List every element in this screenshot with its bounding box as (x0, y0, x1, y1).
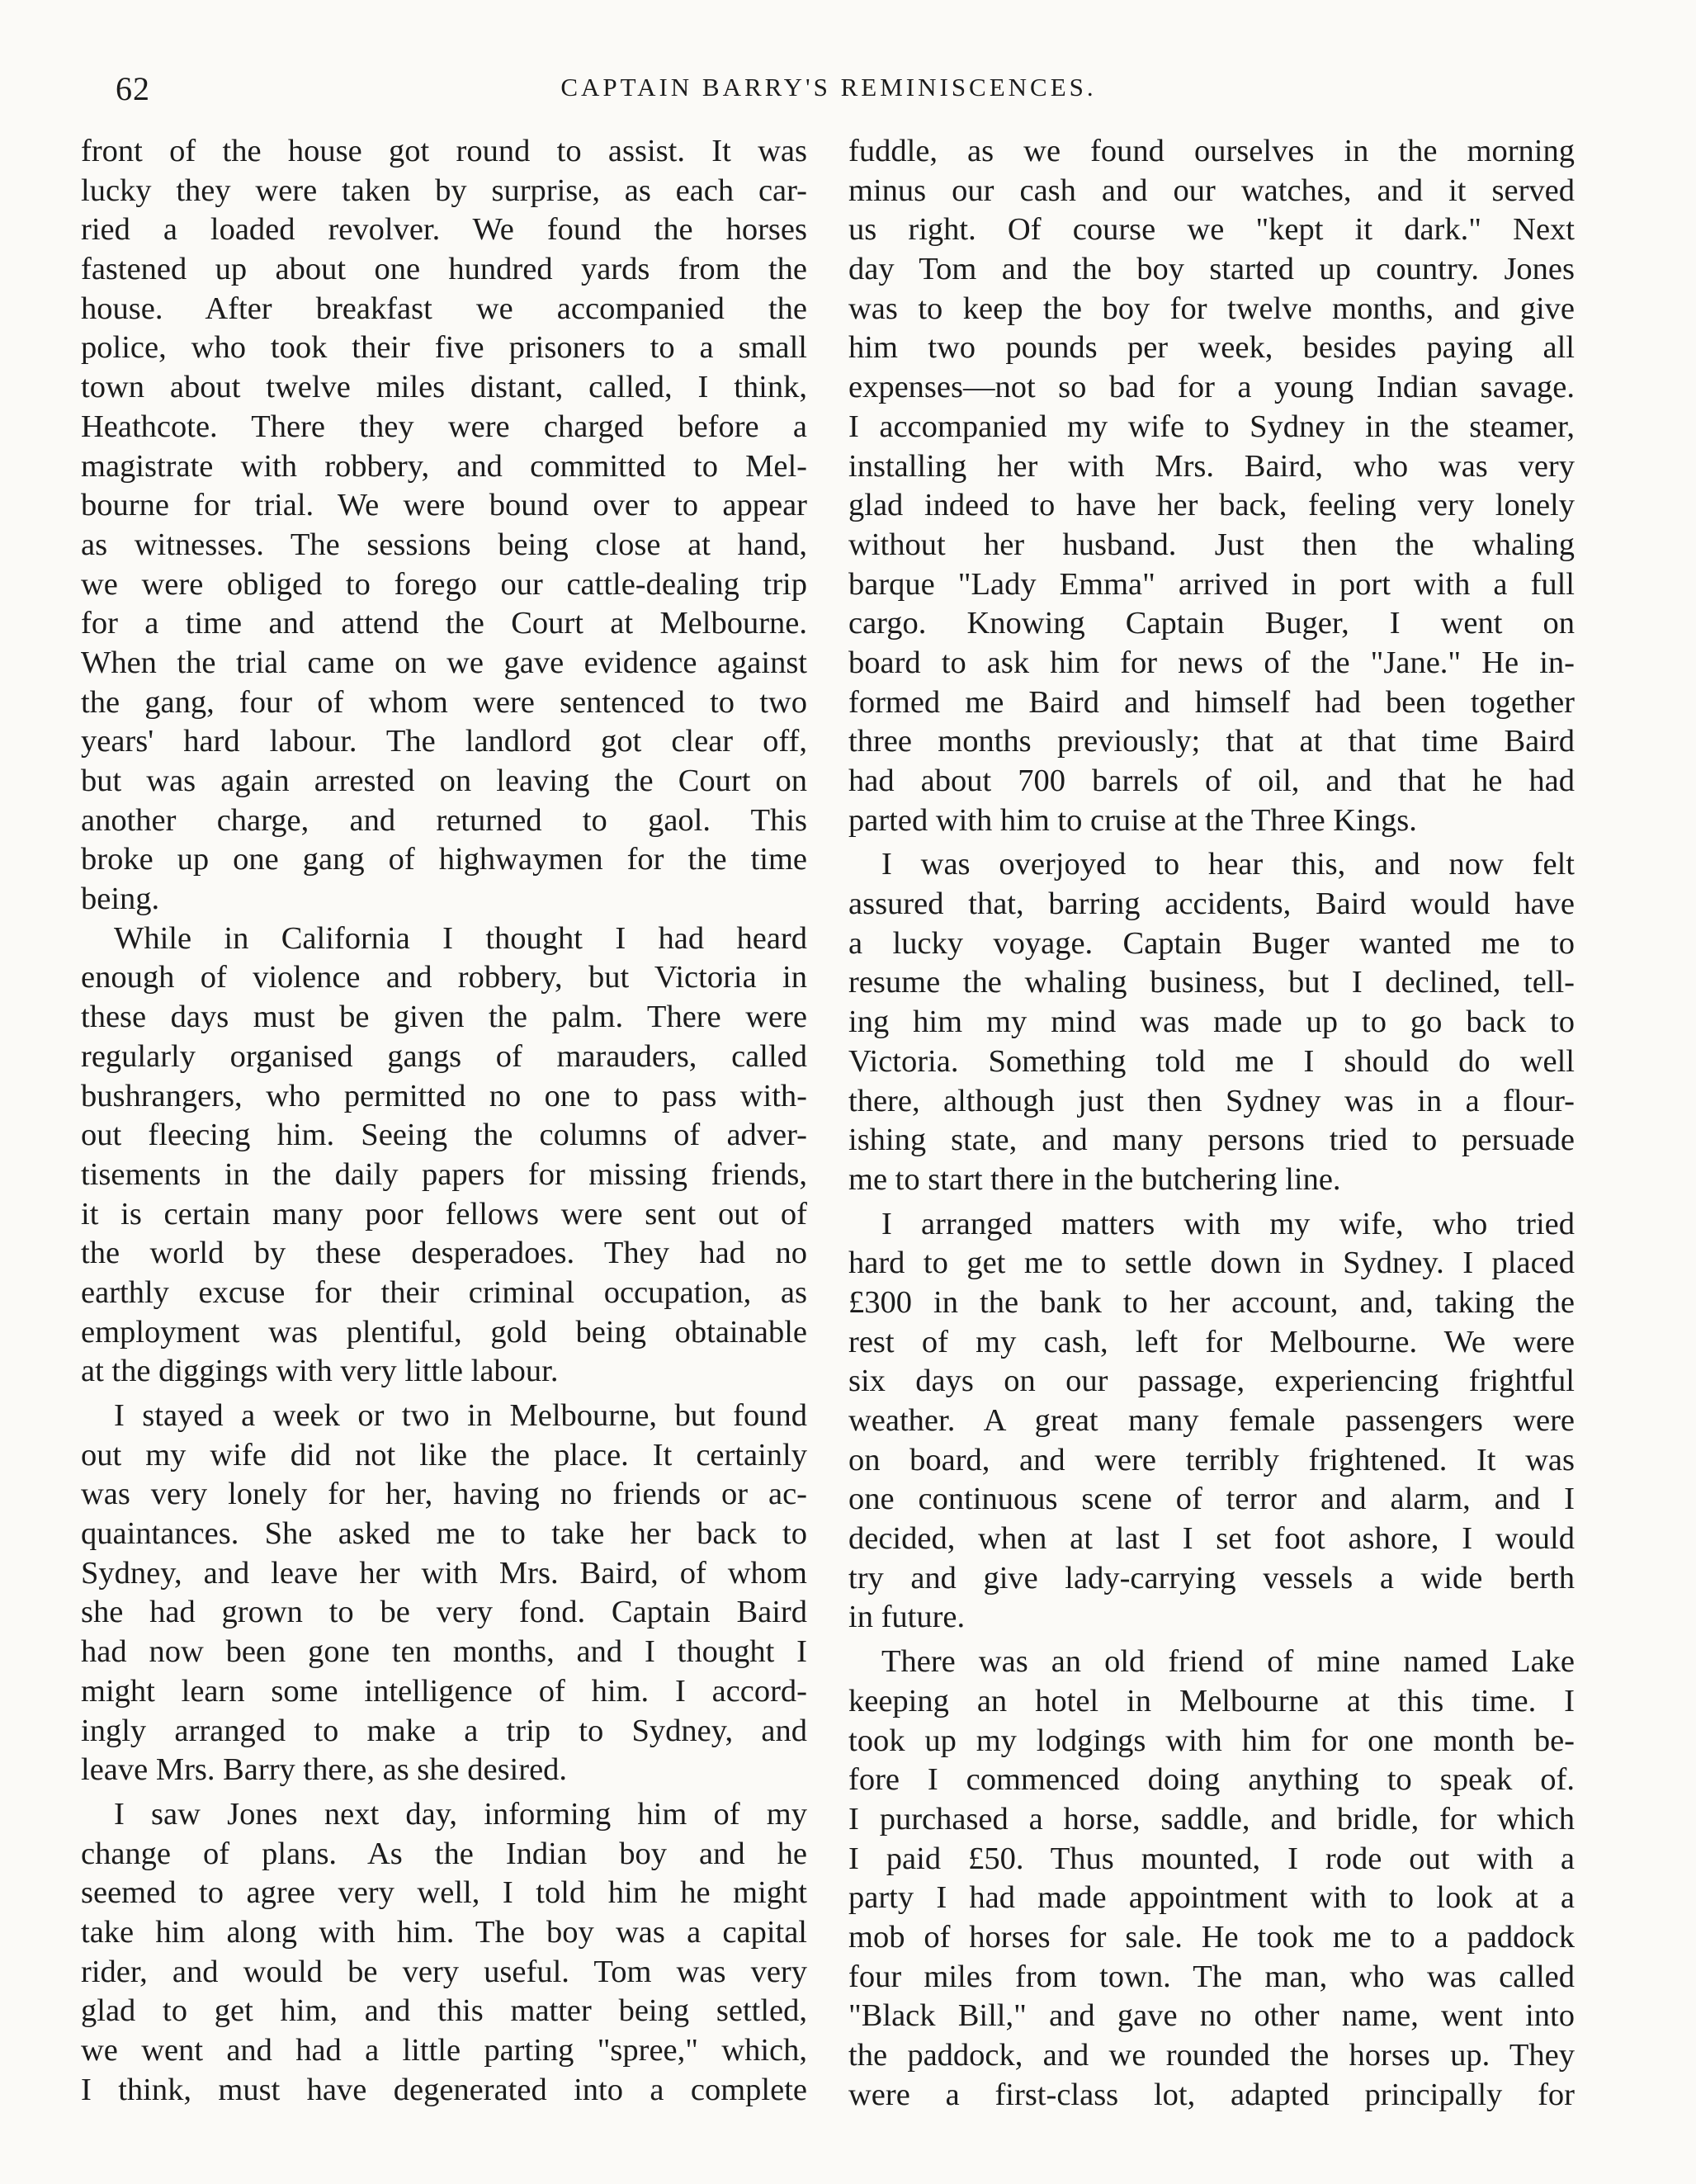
text-line: three months previously; that at that time Baird (848, 724, 1575, 759)
text-line: formed me Baird and himself had been together (848, 684, 1575, 720)
text-line: on board, and were terribly frightened. It was (848, 1442, 1575, 1477)
text-line: being. (81, 882, 160, 917)
text-line: resume the whaling business, but I declined, tell- (848, 965, 1575, 1000)
text-line: four miles from town. The man, who was called (848, 1959, 1575, 1994)
text-line: parted with him to cruise at the Three Kings. (848, 802, 1417, 838)
text-line: fuddle, as we found ourselves in the morning (848, 134, 1575, 168)
text-line: assured that, barring accidents, Baird would have (848, 886, 1575, 922)
text-line: at the diggings with very little labour. (81, 1354, 559, 1389)
text-line: party I had made appointment with to look at a (848, 1880, 1575, 1916)
text-line: ingly arranged to make a trip to Sydney, and (81, 1713, 807, 1748)
text-line: hard to get me to settle down in Sydney. I placed (848, 1246, 1575, 1281)
text-line: leave Mrs. Barry there, as she desired. (81, 1752, 568, 1788)
text-line: take him along with him. The boy was a capital (81, 1914, 807, 1950)
text-line: ing him my mind was made up to go back to (848, 1005, 1575, 1040)
text-line: There was an old friend of mine named Lake (881, 1644, 1575, 1680)
text-line: keeping an hotel in Melbourne at this time. I (848, 1683, 1575, 1718)
text-line: she had grown to be very fond. Captain Baird (81, 1595, 807, 1630)
text-line: years' hard labour. The landlord got clear off, (81, 724, 807, 759)
text-line: the paddock, and we rounded the horses up. They (848, 2038, 1575, 2073)
text-line: for a time and attend the Court at Melbourne. (81, 606, 807, 641)
text-line: installing her with Mrs. Baird, who was very (848, 448, 1575, 484)
text-line: front of the house got round to assist. It was (81, 134, 807, 168)
text-line: I arranged matters with my wife, who tried (881, 1206, 1575, 1241)
text-line: six days on our passage, experiencing frightful (848, 1364, 1575, 1399)
text-line: was very lonely for her, having no friends or ac- (81, 1477, 807, 1512)
text-line: Sydney, and leave her with Mrs. Baird, of whom (81, 1555, 807, 1591)
text-line: seemed to agree very well, I told him he might (81, 1875, 807, 1911)
text-line: tisements in the daily papers for missing friends, (81, 1156, 807, 1192)
text-line: cargo. Knowing Captain Buger, I went on (848, 606, 1575, 641)
text-line: When the trial came on we gave evidence against (81, 645, 807, 680)
text-line: glad to get him, and this matter being settled, (81, 1993, 807, 2029)
text-line: were a first-class lot, adapted principally for (848, 2077, 1575, 2112)
text-line: as witnesses. The sessions being close at hand, (81, 527, 807, 562)
text-line: me to start there in the butchering line. (848, 1161, 1341, 1197)
text-line: I paid £50. Thus mounted, I rode out with a (848, 1841, 1575, 1876)
text-line: might learn some intelligence of him. I accord- (81, 1673, 807, 1709)
text-line: fastened up about one hundred yards from the (81, 252, 807, 287)
text-line: ishing state, and many persons tried to persuade (848, 1123, 1575, 1158)
text-line: out my wife did not like the place. It certainly (81, 1437, 807, 1473)
text-line: I saw Jones next day, informing him of my (114, 1796, 807, 1832)
text-line: had about 700 barrels of oil, and that he had (848, 763, 1575, 798)
text-line: town about twelve miles distant, called, I think, (81, 370, 807, 405)
text-line: "Black Bill," and gave no other name, went into (848, 1998, 1575, 2034)
text-line: I stayed a week or two in Melbourne, but found (114, 1398, 807, 1433)
text-line: employment was plentiful, gold being obtainable (81, 1314, 807, 1350)
text-line: took up my lodgings with him for one month be- (848, 1723, 1575, 1758)
text-line: lucky they were taken by surprise, as each car- (81, 173, 807, 208)
text-line: decided, when at last I set foot ashore, I would (848, 1521, 1575, 1557)
text-line: without her husband. Just then the whaling (848, 527, 1575, 562)
text-line: these days must be given the palm. There were (81, 1000, 807, 1035)
text-line: we were obliged to forego our cattle-dealing trip (81, 566, 807, 602)
text-line: mob of horses for sale. He took me to a paddock (848, 1919, 1575, 1955)
left-column (81, 132, 807, 2138)
text-line: there, although just then Sydney was in a flour- (848, 1083, 1575, 1118)
text-line: police, who took their five prisoners to a small (81, 330, 807, 366)
right-column (848, 132, 1575, 2138)
text-line: enough of violence and robbery, but Victoria in (81, 960, 807, 995)
text-line: a lucky voyage. Captain Buger wanted me to (848, 925, 1575, 961)
text-line: rider, and would be very useful. Tom was very (81, 1954, 807, 1989)
text-line: board to ask him for news of the "Jane." He in- (848, 645, 1575, 680)
text-line: try and give lady-carrying vessels a wide berth (848, 1560, 1575, 1595)
text-line: bourne for trial. We were bound over to appear (81, 488, 807, 523)
text-line: day Tom and the boy started up country. Jones (848, 252, 1575, 287)
text-line: I accompanied my wife to Sydney in the steamer, (848, 409, 1575, 444)
text-line: the world by these desperadoes. They had no (81, 1236, 807, 1271)
text-line: him two pounds per week, besides paying all (848, 330, 1575, 366)
text-line: While in California I thought I had heard (114, 920, 807, 956)
text-line: house. After breakfast we accompanied the (81, 291, 807, 326)
text-line: had now been gone ten months, and I thought I (81, 1634, 807, 1670)
text-line: expenses—not so bad for a young Indian savage. (848, 370, 1575, 405)
text-line: quaintances. She asked me to take her back to (81, 1516, 807, 1552)
text-line: rest of my cash, left for Melbourne. We were (848, 1324, 1575, 1359)
text-line: £300 in the bank to her account, and, taking the (848, 1284, 1575, 1320)
text-line: us right. Of course we "kept it dark." Next (848, 212, 1575, 248)
text-line: barque "Lady Emma" arrived in port with a full (848, 566, 1575, 602)
text-line: I think, must have degenerated into a complete (81, 2072, 807, 2107)
text-line: earthly excuse for their criminal occupation, as (81, 1274, 807, 1310)
text-line: Heathcote. There they were charged before a (81, 409, 807, 444)
text-line: out fleecing him. Seeing the columns of adver- (81, 1118, 807, 1153)
text-line: Victoria. Something told me I should do well (848, 1043, 1575, 1079)
text-line: ried a loaded revolver. We found the horses (81, 212, 807, 248)
text-line: one continuous scene of terror and alarm, and I (848, 1482, 1575, 1517)
page-number: 62 (116, 70, 150, 107)
running-title: CAPTAIN BARRY'S REMINISCENCES. (560, 73, 1097, 102)
text-line: another charge, and returned to gaol. This (81, 802, 807, 838)
running-head (83, 64, 1575, 122)
text-line: weather. A great many female passengers were (848, 1403, 1575, 1438)
text-line: magistrate with robbery, and committed to Mel- (81, 448, 807, 484)
text-line: bushrangers, who permitted no one to pass with- (81, 1078, 807, 1113)
text-line: glad indeed to have her back, feeling very lonely (848, 488, 1575, 523)
text-line: I purchased a horse, saddle, and bridle, for which (848, 1801, 1575, 1837)
text-line: regularly organised gangs of marauders, called (81, 1038, 807, 1074)
text-line: I was overjoyed to hear this, and now felt (881, 847, 1575, 882)
text-line: broke up one gang of highwaymen for the time (81, 842, 807, 877)
text-line: change of plans. As the Indian boy and he (81, 1836, 807, 1871)
text-line: it is certain many poor fellows were sent out of (81, 1196, 807, 1231)
text-line: we went and had a little parting "spree," which, (81, 2033, 807, 2068)
text-line: the gang, four of whom were sentenced to two (81, 684, 807, 720)
text-line: minus our cash and our watches, and it served (848, 173, 1575, 208)
text-line: fore I commenced doing anything to speak of. (848, 1762, 1575, 1798)
text-line: but was again arrested on leaving the Court on (81, 763, 807, 798)
text-line: in future. (848, 1600, 966, 1635)
text-line: was to keep the boy for twelve months, and give (848, 291, 1575, 326)
